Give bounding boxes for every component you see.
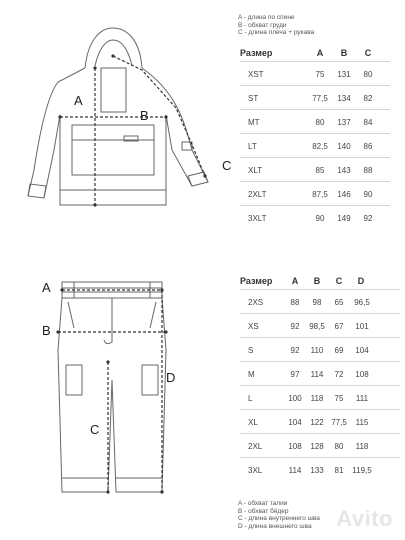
row-c: 92: [363, 214, 373, 223]
divider: [240, 181, 390, 182]
row-size: XS: [248, 322, 259, 331]
row-size: LT: [248, 142, 257, 151]
row-size: XL: [248, 418, 258, 427]
table-row: [240, 322, 400, 342]
table-row: [240, 214, 390, 234]
divider: [240, 289, 400, 290]
jacket-body-outline: [28, 68, 208, 205]
row-c: 84: [363, 118, 373, 127]
row-b: 134: [337, 94, 351, 103]
row-a: 90: [315, 214, 325, 223]
row-b: 131: [337, 70, 351, 79]
row-a: 97: [290, 370, 300, 379]
row-size: 3XLT: [248, 214, 267, 223]
row-b: 137: [337, 118, 351, 127]
row-d: 118: [355, 442, 369, 451]
row-c: 65: [334, 298, 344, 307]
row-d: 101: [355, 322, 369, 331]
row-a: 108: [288, 442, 302, 451]
row-b: 122: [310, 418, 324, 427]
header-size: Размер: [240, 48, 273, 58]
row-b: 98: [312, 298, 322, 307]
row-b: 146: [337, 190, 351, 199]
pants-dim-label-d: D: [166, 370, 176, 385]
table-row: [240, 94, 390, 114]
table-row: [240, 190, 390, 210]
jacket-dim-c-line: [113, 56, 205, 176]
row-a: 87,5: [312, 190, 328, 199]
table-row: [240, 142, 390, 162]
row-c: 72: [334, 370, 344, 379]
table-row: [240, 418, 400, 438]
pants-legend-d: D - длина внешнего шва: [238, 522, 312, 530]
divider: [240, 133, 390, 134]
row-a: 82,5: [312, 142, 328, 151]
jacket-drawing: [0, 0, 240, 260]
row-c: 90: [363, 190, 373, 199]
row-size: 2XS: [248, 298, 264, 307]
pants-legend-c: C - длина внутреннего шва: [238, 515, 320, 522]
row-b: 140: [337, 142, 351, 151]
table-row: [240, 442, 400, 462]
pants-legend-b: B - обхват бёдер: [238, 507, 289, 515]
avito-watermark: Avito: [336, 506, 393, 531]
jacket-legend-b: B - обхват груди: [238, 21, 287, 29]
row-a: 92: [290, 346, 300, 355]
row-a: 80: [315, 118, 325, 127]
row-c: 75: [334, 394, 344, 403]
row-b: 133: [310, 466, 324, 475]
jacket-legend: [238, 14, 314, 37]
jacket-hood-outline: [85, 28, 142, 68]
row-size: MT: [248, 118, 260, 127]
row-b: 98,5: [309, 322, 325, 331]
divider: [240, 457, 400, 458]
row-size: L: [248, 394, 253, 403]
table-row: [240, 466, 400, 486]
header-d: D: [357, 276, 365, 286]
divider: [240, 361, 400, 362]
row-c: 86: [363, 142, 373, 151]
row-a: 114: [288, 466, 302, 475]
row-c: 67: [334, 322, 344, 331]
row-c: 88: [363, 166, 373, 175]
jacket-size-table: [240, 48, 390, 228]
header-size: Размер: [240, 276, 273, 286]
row-size: 3XL: [248, 466, 263, 475]
pants-drawing: [0, 270, 230, 510]
pants-legend-a: A - обхват талии: [238, 500, 288, 507]
row-a: 92: [290, 322, 300, 331]
row-b: 143: [337, 166, 351, 175]
table-row: [240, 394, 400, 414]
pants-legend: [238, 500, 320, 530]
row-a: 104: [288, 418, 302, 427]
divider: [240, 205, 390, 206]
table-row: [240, 298, 400, 318]
row-b: 149: [337, 214, 351, 223]
divider: [240, 85, 390, 86]
row-size: 2XLT: [248, 190, 267, 199]
divider: [240, 409, 400, 410]
jacket-legend-a: A - длина по спине: [238, 14, 295, 21]
jacket-dim-label-b: B: [140, 108, 149, 123]
pants-table-header: [240, 276, 400, 296]
row-c: 80: [334, 442, 344, 451]
divider: [240, 337, 400, 338]
row-c: 81: [334, 466, 344, 475]
row-a: 85: [315, 166, 325, 175]
row-a: 100: [288, 394, 302, 403]
table-row: [240, 370, 400, 390]
row-c: 80: [363, 70, 373, 79]
divider: [240, 313, 400, 314]
row-a: 77,5: [312, 94, 328, 103]
divider: [240, 433, 400, 434]
divider: [240, 61, 390, 62]
row-size: XLT: [248, 166, 263, 175]
row-d: 111: [355, 394, 369, 403]
divider: [240, 157, 390, 158]
jacket-dim-label-c: C: [222, 158, 232, 173]
row-a: 88: [290, 298, 300, 307]
row-b: 110: [310, 346, 324, 355]
table-row: [240, 346, 400, 366]
row-size: S: [248, 346, 254, 355]
row-b: 118: [310, 394, 324, 403]
row-b: 114: [310, 370, 324, 379]
jacket-table-header: [240, 48, 390, 68]
row-a: 75: [315, 70, 325, 79]
header-b: B: [313, 276, 321, 286]
row-size: ST: [248, 94, 259, 103]
pants-dim-label-c: C: [90, 422, 100, 437]
row-size: 2XL: [248, 442, 263, 451]
table-row: [240, 118, 390, 138]
jacket-legend-c: C - длина плеча + рукава: [238, 29, 315, 36]
pants-dim-label-a: A: [42, 280, 51, 295]
divider: [240, 109, 390, 110]
row-d: 115: [355, 418, 369, 427]
divider: [240, 385, 400, 386]
header-a: A: [316, 48, 324, 58]
row-d: 108: [355, 370, 369, 379]
row-b: 128: [310, 442, 324, 451]
pants-size-table: [240, 276, 400, 476]
jacket-dim-label-a: A: [74, 93, 83, 108]
header-b: B: [340, 48, 348, 58]
row-size: XST: [248, 70, 264, 79]
row-c: 77,5: [331, 418, 347, 427]
header-a: A: [291, 276, 299, 286]
table-row: [240, 166, 390, 186]
header-c: C: [335, 276, 343, 286]
row-c: 69: [334, 346, 344, 355]
row-d: 104: [355, 346, 369, 355]
row-d: 119,5: [352, 466, 372, 475]
table-row: [240, 70, 390, 90]
pants-dim-label-b: B: [42, 323, 51, 338]
row-size: M: [248, 370, 255, 379]
row-c: 82: [363, 94, 373, 103]
row-d: 96,5: [354, 298, 370, 307]
header-c: C: [364, 48, 372, 58]
